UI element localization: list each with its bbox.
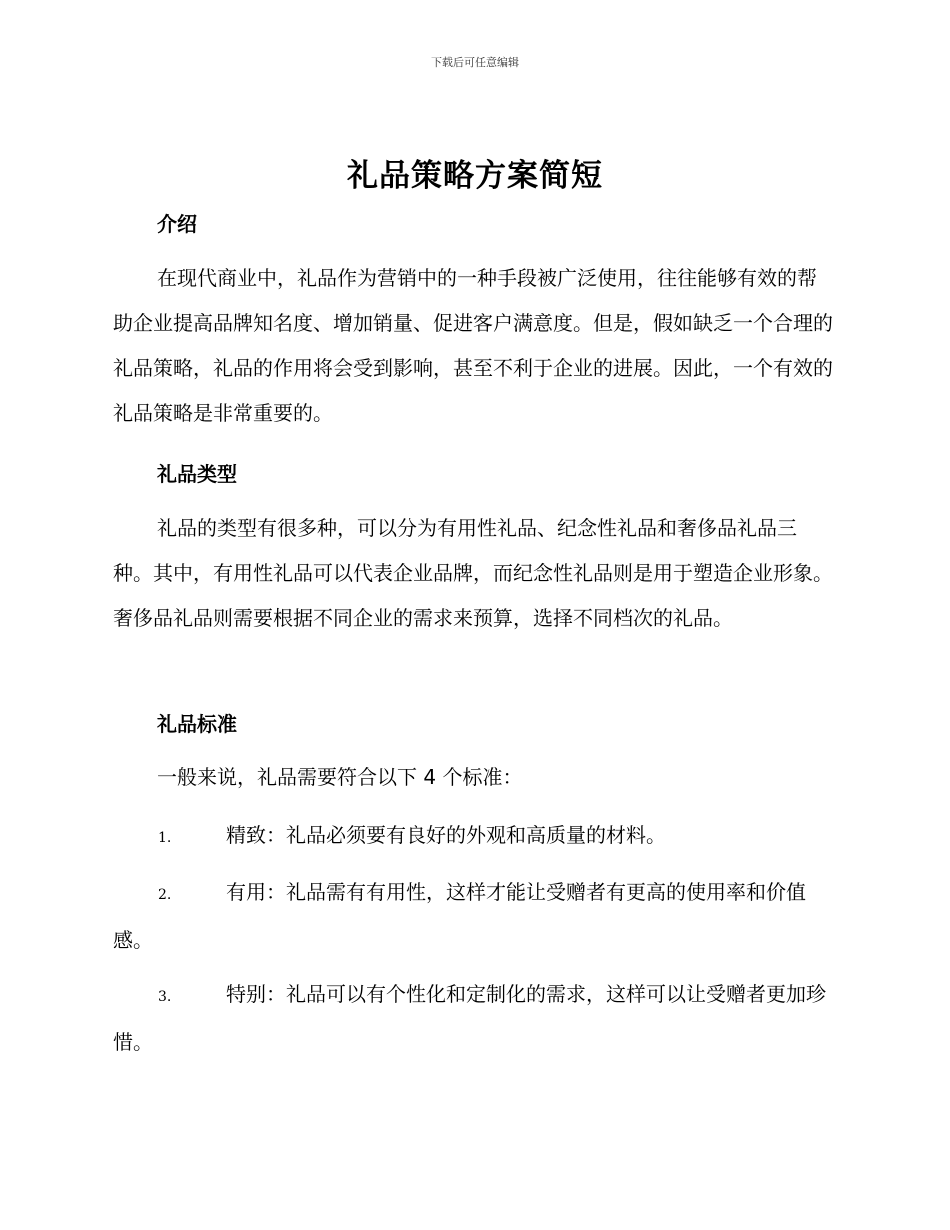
section-heading-types: 礼品类型 <box>157 462 237 486</box>
standards-list <box>113 870 833 963</box>
section-body-types <box>113 506 833 641</box>
types-paragraph: 礼品的类型有很多种，可以分为有用性礼品、纪念性礼品和奢侈品礼品三种。其中，有用性礼品可以代表企业品牌，而纪念性礼品则是用于塑造企业形象。奢侈品礼品则需要根据不同企业的需求来预算，选择不同档次的礼品。 <box>113 516 833 630</box>
list-item-number: 1. <box>158 830 172 846</box>
list-item-number: 2. <box>158 887 172 903</box>
standards-list <box>113 813 833 861</box>
list-item <box>113 972 833 1065</box>
section-heading-intro: 介绍 <box>157 212 197 236</box>
header-note: 下载后可任意编辑 <box>431 56 519 69</box>
section-heading-standards: 礼品标准 <box>157 712 237 736</box>
list-item-text: 特别：礼品可以有个性化和定制化的需求，这样可以让受赠者更加珍惜。 <box>113 982 826 1054</box>
list-item-text: 有用：礼品需有有用性，这样才能让受赠者有更高的使用率和价值感。 <box>113 880 806 952</box>
document-title: 礼品策略方案简短 <box>347 158 603 194</box>
standards-intro: 一般来说，礼品需要符合以下 4 个标准： <box>157 765 523 789</box>
list-item-number: 3. <box>158 989 172 1005</box>
intro-paragraph: 在现代商业中，礼品作为营销中的一种手段被广泛使用，往往能够有效的帮助企业提高品牌知名度、增加销量、促进客户满意度。但是，假如缺乏一个合理的礼品策略，礼品的作用将会受到影响，甚至不利于企业的进展。因此，一个有效的礼品策略是非常重要的。 <box>113 266 833 425</box>
section-body-standards <box>113 755 833 800</box>
standards-list <box>113 972 833 1065</box>
list-item <box>113 870 833 963</box>
list-item <box>113 813 833 861</box>
list-item-text: 精致：礼品必须要有良好的外观和高质量的材料。 <box>226 823 666 847</box>
section-body-intro <box>113 256 833 436</box>
